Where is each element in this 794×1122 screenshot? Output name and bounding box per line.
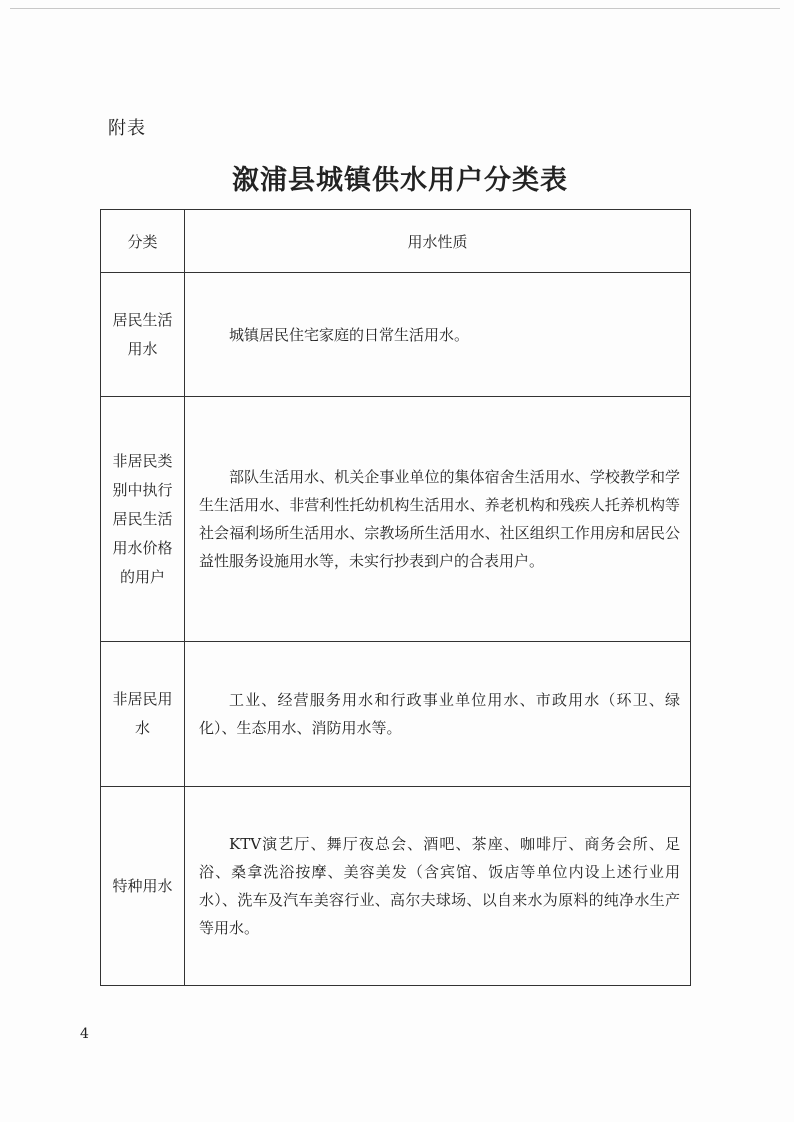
- description-text: 工业、经营服务用水和行政事业单位用水、市政用水（环卫、绿化）、生态用水、消防用水等。: [199, 691, 680, 737]
- scan-edge-line: [10, 8, 780, 9]
- classification-table: [100, 209, 691, 986]
- category-cell: [101, 397, 185, 642]
- description-cell: [185, 397, 691, 642]
- category-label: 非居民类别中执行居民生活用水价格的用户: [112, 451, 173, 586]
- document-title: 溆浦县城镇供水用户分类表: [232, 165, 568, 196]
- category-label: 非居民用水: [112, 690, 173, 737]
- category-cell: [101, 273, 185, 397]
- header-category: 分类: [101, 210, 185, 273]
- description-text: KTV演艺厅、舞厅夜总会、酒吧、茶座、咖啡厅、商务会所、足浴、桑拿洗浴按摩、美容美发（含宾馆、饭店等单位内设上述行业用水）、洗车及汽车美容行业、高尔夫球场、以自来水为原料的纯净水生产等用水。: [199, 835, 680, 937]
- classification-table-wrapper: [100, 209, 690, 986]
- table-header-row: [101, 210, 691, 273]
- attachment-label: 附表: [108, 118, 146, 139]
- table-row: [101, 642, 691, 787]
- page-number: 4: [80, 1026, 89, 1042]
- category-cell: [101, 787, 185, 986]
- category-label: 特种用水: [112, 876, 173, 895]
- category-label: 居民生活用水: [112, 310, 173, 358]
- description-text: 城镇居民住宅家庭的日常生活用水。: [229, 325, 470, 344]
- header-water-nature: 用水性质: [185, 210, 691, 273]
- table-row: [101, 787, 691, 986]
- description-text: 部队生活用水、机关企事业单位的集体宿舍生活用水、学校教学和学生生活用水、非营利性托幼机构生活用水、养老机构和残疾人托养机构等社会福利场所生活用水、宗教场所生活用水、社区组织工作用房和居民公益性服务设施用水等，未实行抄表到户的合表用户。: [199, 468, 680, 570]
- table-row: [101, 397, 691, 642]
- description-cell: [185, 273, 691, 397]
- description-cell: [185, 642, 691, 787]
- description-cell: [185, 787, 691, 986]
- category-cell: [101, 642, 185, 787]
- table-row: [101, 273, 691, 397]
